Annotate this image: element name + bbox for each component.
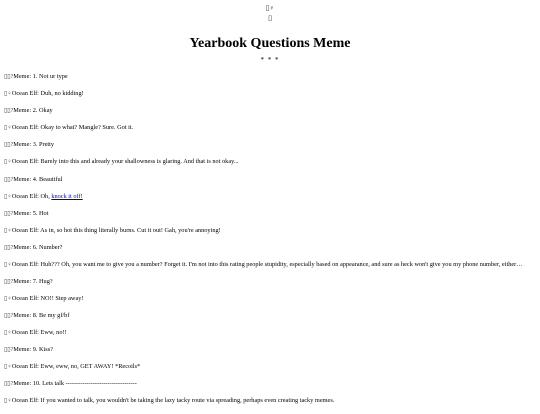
line-text: If you wanted to talk, you wouldn't be taking the lazy tacky route via spreading, perhaps even creating tacky memes. xyxy=(38,397,335,405)
line-text: 6. Number? xyxy=(31,243,63,251)
speaker-label: Ocean Elf: xyxy=(11,90,39,98)
meme-question-line xyxy=(4,312,534,321)
meme-question-line xyxy=(4,176,534,185)
line-text: Huh??? Oh, you want me to give you a number? Forget it. I'm not into this rating people stupidity, especially based on appearance, and sure as heck won't give you my phone number, either… xyxy=(38,261,523,269)
speaker-label: Meme: xyxy=(13,209,32,217)
meme-question-line xyxy=(4,244,534,253)
female-symbol-icon: ▯♀ xyxy=(4,159,12,166)
female-symbol-icon: ▯♀ xyxy=(4,125,12,132)
line-text: 7. Hug? xyxy=(31,277,53,285)
speaker-label: Meme: xyxy=(13,346,32,353)
line-text: 1. Not ur type xyxy=(31,73,68,80)
female-symbol-icon: ▯♀ xyxy=(4,295,12,302)
speaker-label: Ocean Elf: xyxy=(11,261,39,269)
female-symbol-icon: ▯♀ xyxy=(4,193,12,200)
speaker-label: Ocean Elf: xyxy=(11,294,39,302)
line-text: 2. Okay xyxy=(31,107,53,115)
ocean-elf-reply-line xyxy=(4,261,534,270)
question-mark-icon: ▯▯? xyxy=(4,278,14,285)
question-mark-icon: ▯▯? xyxy=(4,210,14,217)
question-mark-icon: ▯▯? xyxy=(4,142,14,149)
speaker-label: Meme: xyxy=(13,380,32,388)
speaker-label: Meme: xyxy=(13,73,32,80)
meme-question-line xyxy=(4,278,534,287)
meme-question-line xyxy=(4,380,534,389)
meme-question-line xyxy=(4,210,534,219)
line-text: NO!! Step away! xyxy=(38,294,84,302)
meme-question-line xyxy=(4,141,534,150)
female-symbol-icon: ▯♀ xyxy=(4,398,12,405)
question-mark-icon: ▯▯? xyxy=(4,74,14,80)
meme-question-line xyxy=(4,73,534,82)
speaker-label: Meme: xyxy=(13,311,32,319)
line-text: Duh, no kidding! xyxy=(38,90,84,98)
speaker-label: Meme: xyxy=(13,243,32,251)
title-separator: * * * xyxy=(260,56,280,64)
page-title: Yearbook Questions Meme xyxy=(189,36,351,51)
female-symbol-icon: ▯♀ xyxy=(4,91,12,98)
female-symbol-icon: ▯♀ xyxy=(4,262,12,269)
ocean-elf-reply-line xyxy=(4,124,534,133)
knock-it-off-link[interactable]: knock it off! xyxy=(51,192,83,200)
header-glyph-line-2: ▯ xyxy=(268,14,272,22)
line-text: 4. Beautiful xyxy=(31,175,63,183)
line-text: Eww, no!! xyxy=(38,328,67,336)
line-text: 5. Hot xyxy=(31,209,49,217)
speaker-label: Ocean Elf: xyxy=(11,397,39,405)
female-symbol-icon: ▯♀ xyxy=(4,227,12,234)
question-mark-icon: ▯▯? xyxy=(4,312,14,319)
ocean-elf-reply-line xyxy=(4,363,534,372)
ocean-elf-reply-line xyxy=(4,295,534,304)
header-glyphs xyxy=(0,0,540,23)
female-symbol-icon: ▯♀ xyxy=(4,329,12,336)
line-text: 3. Pretty xyxy=(31,141,55,149)
meme-question-line xyxy=(4,346,534,355)
speaker-label: Ocean Elf: xyxy=(11,192,39,200)
ocean-elf-reply-line xyxy=(4,329,534,338)
line-text: Okay to what? Mangle? Sure. Got it. xyxy=(38,124,134,132)
question-mark-icon: ▯▯? xyxy=(4,108,14,115)
speaker-label: Meme: xyxy=(13,277,32,285)
line-text: Eww, eww, no, GET AWAY! *Recoils* xyxy=(38,363,141,371)
question-mark-icon: ▯▯? xyxy=(4,244,14,251)
ocean-elf-reply-line xyxy=(4,193,534,202)
ocean-elf-reply-line xyxy=(4,158,534,167)
speaker-label: Meme: xyxy=(13,175,32,183)
question-mark-icon: ▯▯? xyxy=(4,347,14,353)
ocean-elf-reply-line xyxy=(4,227,534,236)
speaker-label: Ocean Elf: xyxy=(11,124,39,132)
header-glyph-line-1: ▯♀ xyxy=(265,4,275,12)
line-text: 9. Kiss? xyxy=(31,346,53,353)
ocean-elf-reply-line xyxy=(4,90,534,99)
question-mark-icon: ▯▯? xyxy=(4,381,14,388)
line-text: Oh, xyxy=(38,192,52,200)
speaker-label: Ocean Elf: xyxy=(11,363,39,371)
speaker-label: Meme: xyxy=(13,107,32,115)
line-text: Barely into this and already your shallowness is glaring. And that is not okay... xyxy=(38,158,239,166)
line-text: As in, so hot this thing literally burns. Cut it out! Gah, you're annoying! xyxy=(38,226,221,234)
speaker-label: Ocean Elf: xyxy=(11,328,39,336)
line-text: 8. Be my gf/bf xyxy=(31,311,70,319)
speaker-label: Ocean Elf: xyxy=(11,226,39,234)
speaker-label: Ocean Elf: xyxy=(11,158,39,166)
line-text: 10. Lets talk ---------------------------------- xyxy=(31,380,137,388)
speaker-label: Meme: xyxy=(13,141,32,149)
meme-question-line xyxy=(4,107,534,116)
female-symbol-icon: ▯♀ xyxy=(4,364,12,371)
question-mark-icon: ▯▯? xyxy=(4,176,14,183)
dialogue-list xyxy=(4,73,534,414)
